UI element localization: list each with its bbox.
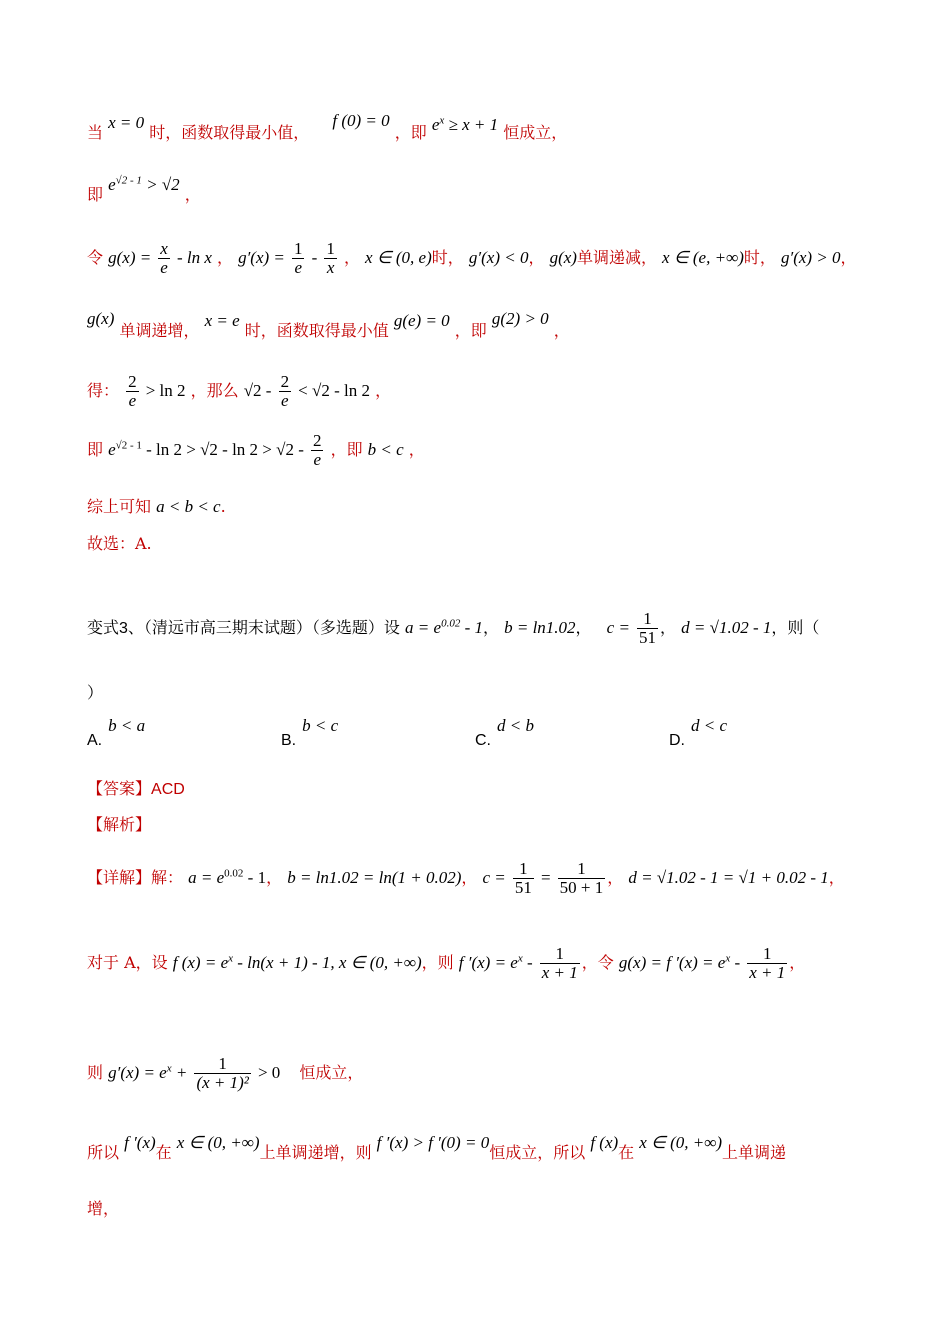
exponent: x bbox=[166, 1062, 172, 1075]
math: a = e bbox=[188, 868, 225, 887]
text: ， bbox=[216, 248, 233, 267]
math: g′(x) < 0 bbox=[468, 248, 529, 267]
text: 综上可知 bbox=[87, 497, 152, 516]
math: - 1 bbox=[460, 618, 483, 637]
exponent: √2 - 1 bbox=[115, 439, 142, 452]
solution-line-1 bbox=[87, 111, 890, 143]
math: a < b < c bbox=[156, 497, 221, 516]
math: > √2 bbox=[141, 175, 180, 194]
fraction-denominator: x bbox=[326, 258, 335, 277]
fraction-numerator: 1 bbox=[747, 945, 787, 964]
fraction-numerator: 1 bbox=[513, 860, 534, 879]
solution-line-5 bbox=[87, 373, 890, 410]
math: + bbox=[171, 1063, 188, 1082]
question-source: 、（清远市高三期末试题）（多选题）设 bbox=[127, 618, 400, 637]
text: ， bbox=[660, 618, 677, 637]
text: 上单调递 bbox=[722, 1143, 787, 1162]
text: 时，函数取得最小值， bbox=[149, 123, 310, 142]
text: ， bbox=[482, 618, 499, 637]
answer-tag: 【答案】 bbox=[87, 779, 152, 798]
choice-d[interactable] bbox=[669, 716, 728, 750]
text: ， bbox=[840, 248, 857, 267]
text: 令 bbox=[87, 248, 104, 267]
choice-expression: b < c bbox=[302, 716, 339, 735]
exponent: x bbox=[517, 952, 523, 965]
part-b-line bbox=[87, 1055, 890, 1092]
choice-expression: d < b bbox=[497, 716, 534, 735]
exponent: x bbox=[228, 952, 233, 965]
math: e bbox=[431, 115, 440, 134]
fraction-numerator: 1 bbox=[637, 610, 658, 629]
math: x ∈ (0, +∞) bbox=[639, 1133, 723, 1152]
fraction-numerator: 1 bbox=[293, 239, 303, 258]
variant-label: 变式 bbox=[87, 618, 120, 637]
text: ， bbox=[528, 248, 545, 267]
text: . bbox=[220, 497, 226, 516]
exponent: x bbox=[725, 952, 731, 965]
math: > 0 bbox=[257, 1063, 281, 1082]
fraction-numerator: 1 bbox=[194, 1055, 250, 1074]
choice-a[interactable] bbox=[87, 716, 146, 750]
choice-c[interactable] bbox=[475, 716, 534, 750]
text: ） bbox=[87, 683, 104, 702]
math: g′(x) = e bbox=[108, 1063, 167, 1082]
text: 即 bbox=[87, 185, 104, 204]
math: f (0) = 0 bbox=[332, 111, 390, 130]
math: b = ln1.02 bbox=[504, 618, 576, 637]
text: 单调递减， bbox=[576, 248, 657, 267]
math: g(x) bbox=[87, 309, 115, 328]
exponent: 0.02 bbox=[224, 867, 244, 880]
fraction-numerator: 1 bbox=[540, 945, 580, 964]
math: x ∈ (0, +∞) bbox=[176, 1133, 260, 1152]
math: b = ln1.02 = ln(1 + 0.02) bbox=[287, 868, 462, 887]
exponent: √2 - 1 bbox=[115, 174, 142, 187]
exponent: 0.02 bbox=[441, 617, 461, 630]
math: - bbox=[730, 953, 741, 972]
choice-expression: b < a bbox=[108, 716, 146, 735]
text: ， bbox=[607, 868, 624, 887]
choice-expression: d < c bbox=[691, 716, 728, 735]
fraction-denominator: e bbox=[294, 258, 302, 277]
fraction-numerator: 2 bbox=[128, 372, 137, 391]
math: g(e) = 0 bbox=[393, 311, 450, 330]
math: a = e bbox=[405, 618, 442, 637]
text: ， bbox=[789, 953, 806, 972]
fraction-denominator: 51 bbox=[639, 628, 657, 647]
fraction-numerator: 2 bbox=[312, 431, 322, 450]
text: ， bbox=[575, 618, 592, 637]
math: x ∈ (0, e) bbox=[365, 248, 432, 267]
math: < √2 - ln 2 bbox=[298, 381, 370, 400]
math: f ′(x) bbox=[124, 1133, 156, 1152]
math: f ′(x) > f ′(0) = 0 bbox=[376, 1133, 490, 1152]
math: g(x) = bbox=[108, 248, 152, 267]
math: g′(x) > 0 bbox=[780, 248, 841, 267]
math: d = √1.02 - 1 bbox=[681, 618, 772, 637]
fraction-denominator: e bbox=[313, 450, 321, 469]
detail-tag: 【详解】 bbox=[87, 868, 152, 887]
text: ， bbox=[375, 381, 392, 400]
math: - bbox=[311, 248, 318, 267]
math: √2 - bbox=[243, 381, 272, 400]
part-c-line bbox=[87, 1133, 890, 1163]
exponent: x bbox=[439, 114, 445, 127]
choice-b[interactable] bbox=[281, 716, 339, 750]
fraction-denominator: x + 1 bbox=[541, 963, 578, 982]
text: 得： bbox=[87, 381, 120, 400]
text: ， bbox=[343, 248, 360, 267]
text: ， bbox=[461, 868, 478, 887]
math: > ln 2 bbox=[145, 381, 186, 400]
math: f (x) = e bbox=[172, 953, 229, 972]
text: ， bbox=[266, 868, 283, 887]
solution-line-8 bbox=[87, 531, 890, 554]
math: f (x) bbox=[590, 1133, 619, 1152]
math: - ln(x + 1) - 1, x ∈ (0, +∞) bbox=[233, 953, 422, 972]
part-d-line bbox=[87, 1196, 890, 1219]
choice-label: A. bbox=[87, 732, 103, 749]
text: ，则（ bbox=[771, 618, 820, 637]
math: b < c bbox=[367, 440, 404, 459]
fraction-denominator: (x + 1)² bbox=[196, 1073, 249, 1092]
fraction-denominator: e bbox=[281, 391, 289, 410]
math: - ln x bbox=[176, 248, 212, 267]
math: - bbox=[522, 953, 533, 972]
text: ， bbox=[828, 868, 845, 887]
solution-line-3 bbox=[87, 240, 890, 277]
fraction-numerator: 1 bbox=[558, 860, 606, 879]
text: 单调递增， bbox=[119, 321, 200, 340]
fraction-denominator: 51 bbox=[514, 878, 532, 897]
text: ， bbox=[553, 321, 570, 340]
text: ，即 bbox=[330, 440, 363, 459]
text: 对于 A，设 bbox=[87, 953, 168, 972]
text: 增， bbox=[87, 1199, 120, 1218]
math: ≥ x + 1 bbox=[444, 115, 499, 134]
solution-line-6 bbox=[87, 432, 890, 469]
math: e bbox=[108, 440, 116, 459]
answer-line bbox=[87, 776, 890, 799]
text: 上单调递增，则 bbox=[259, 1143, 372, 1162]
text: 时， bbox=[743, 248, 776, 267]
text: 恒成立， bbox=[503, 123, 568, 142]
analysis-tag: 【解析】 bbox=[87, 815, 152, 834]
math: - ln 2 > √2 - ln 2 > √2 - bbox=[141, 440, 304, 459]
fraction-denominator: x + 1 bbox=[749, 963, 786, 982]
solution-line-2 bbox=[87, 174, 890, 205]
math: c = bbox=[606, 618, 630, 637]
final-choice: 故选：A. bbox=[87, 534, 152, 553]
fraction-denominator: e bbox=[160, 258, 168, 277]
variant-number: 3 bbox=[119, 620, 128, 637]
part-a-line bbox=[87, 945, 890, 982]
analysis-line bbox=[87, 812, 890, 835]
text: 恒成立，所以 bbox=[489, 1143, 586, 1162]
text: ，即 bbox=[454, 321, 487, 340]
text: ，那么 bbox=[190, 381, 239, 400]
math: x = 0 bbox=[108, 113, 145, 132]
math: g(2) > 0 bbox=[491, 309, 549, 328]
fraction-numerator: x bbox=[160, 239, 168, 258]
detail-line bbox=[87, 860, 890, 897]
math: d = √1.02 - 1 = √1 + 0.02 - 1 bbox=[628, 868, 829, 887]
fraction-denominator: e bbox=[128, 391, 137, 410]
text: 时， bbox=[431, 248, 464, 267]
math: c = bbox=[482, 868, 506, 887]
math: x ∈ (e, +∞) bbox=[662, 248, 744, 267]
fraction-denominator: 50 + 1 bbox=[559, 878, 604, 897]
text: ，即 bbox=[394, 123, 427, 142]
choice-label: C. bbox=[475, 732, 491, 749]
text: ，则 bbox=[421, 953, 454, 972]
math: g′(x) = bbox=[238, 248, 285, 267]
text: ， bbox=[184, 185, 201, 204]
math: f ′(x) = e bbox=[458, 953, 518, 972]
choice-label: D. bbox=[669, 732, 685, 749]
solution-line-7 bbox=[87, 494, 890, 517]
text: 在 bbox=[155, 1143, 172, 1162]
math: g(x) = f ′(x) = e bbox=[618, 953, 726, 972]
text: ， bbox=[408, 440, 425, 459]
text: 恒成立， bbox=[299, 1063, 364, 1082]
question-stem bbox=[87, 610, 890, 647]
fraction-numerator: 1 bbox=[326, 239, 335, 258]
question-stem-close bbox=[87, 680, 890, 703]
text: ，令 bbox=[581, 953, 614, 972]
choice-label: B. bbox=[281, 732, 297, 749]
text: 所以 bbox=[87, 1143, 120, 1162]
math: = bbox=[540, 868, 551, 887]
solution-line-4 bbox=[87, 309, 890, 341]
math: - 1 bbox=[243, 868, 267, 887]
text: 在 bbox=[618, 1143, 635, 1162]
text: 则 bbox=[87, 1063, 104, 1082]
text: 当 bbox=[87, 123, 104, 142]
math: e bbox=[108, 175, 116, 194]
text: 即 bbox=[87, 440, 104, 459]
math: x = e bbox=[204, 311, 240, 330]
math: g(x) bbox=[549, 248, 577, 267]
text: 时，函数取得最小值 bbox=[244, 321, 389, 340]
fraction-numerator: 2 bbox=[280, 372, 290, 391]
answer-value: ACD bbox=[151, 781, 185, 798]
text: 解： bbox=[151, 868, 184, 887]
